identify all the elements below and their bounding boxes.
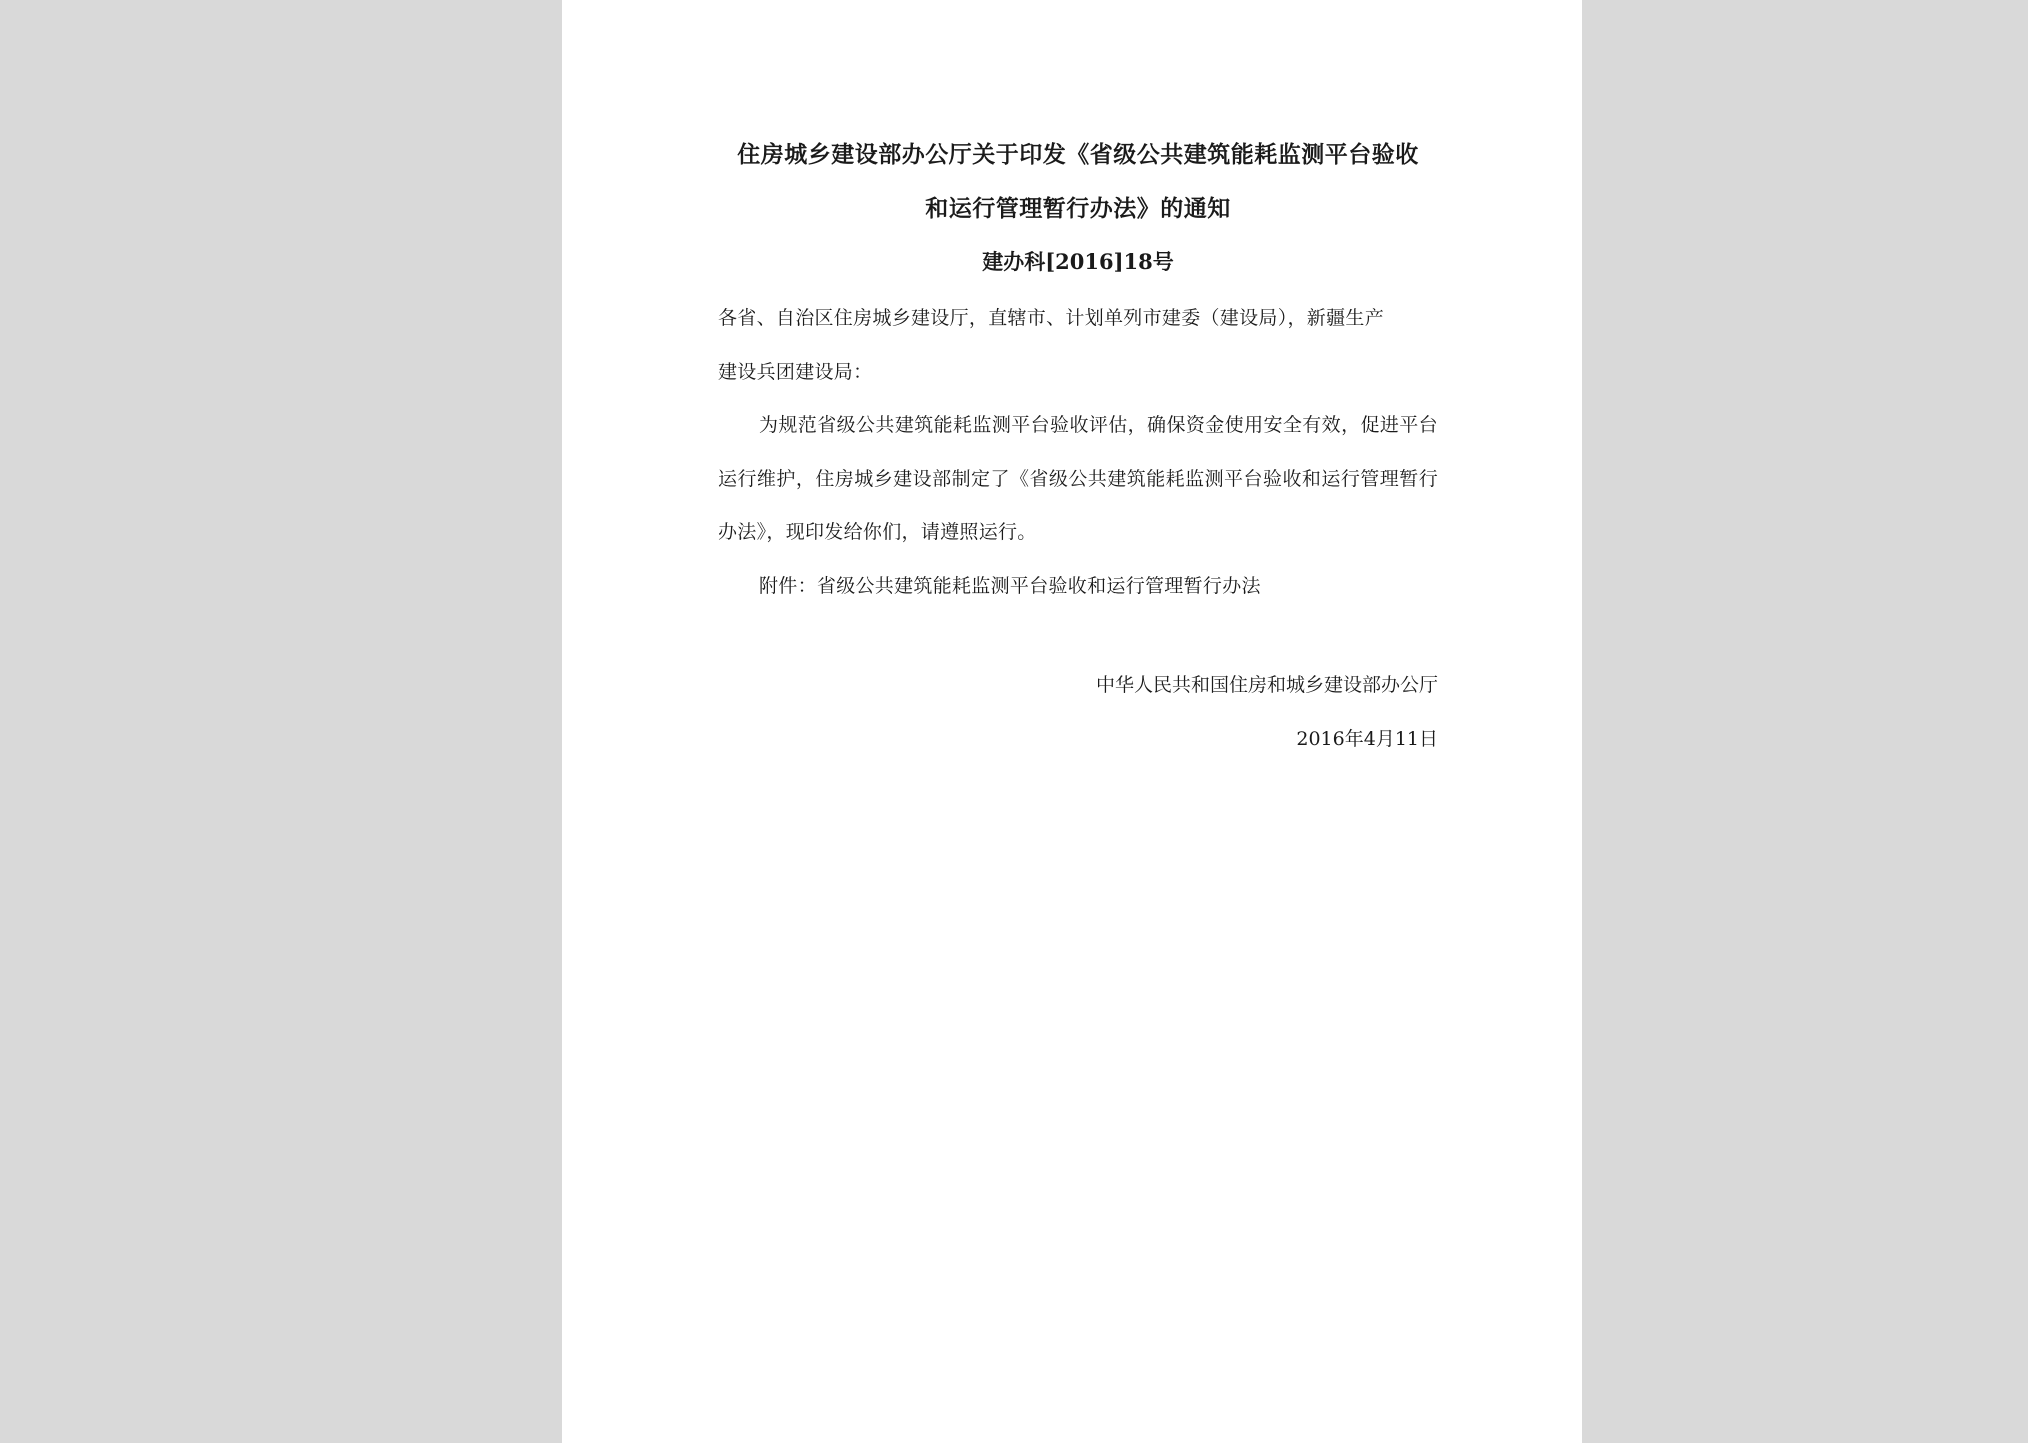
title-line-1: 住房城乡建设部办公厅关于印发《省级公共建筑能耗监测平台验收 <box>737 141 1419 168</box>
spacer <box>718 613 1438 659</box>
document-number: 建办科[2016]18号 <box>982 249 1174 274</box>
addressee-line-2: 建设兵团建设局： <box>718 360 873 383</box>
title-line-2: 和运行管理暂行办法》的通知 <box>925 195 1231 222</box>
body-paragraph: 为规范省级公共建筑能耗监测平台验收评估，确保资金使用安全有效，促进平台运行维护，住房城乡建设部制定了《省级公共建筑能耗监测平台验收和运行管理暂行办法》，现印发给你们，请遵照运行。 <box>718 414 1438 543</box>
document-content <box>718 128 1438 766</box>
document-page <box>562 0 1582 1443</box>
attachment-line: 附件：省级公共建筑能耗监测平台验收和运行管理暂行办法 <box>759 574 1261 597</box>
issue-date: 2016年4月11日 <box>1296 727 1438 750</box>
issuer-signature: 中华人民共和国住房和城乡建设部办公厅 <box>1095 674 1438 696</box>
addressee-line-1: 各省、自治区住房城乡建设厅，直辖市、计划单列市建委（建设局），新疆生产 <box>718 307 1385 329</box>
